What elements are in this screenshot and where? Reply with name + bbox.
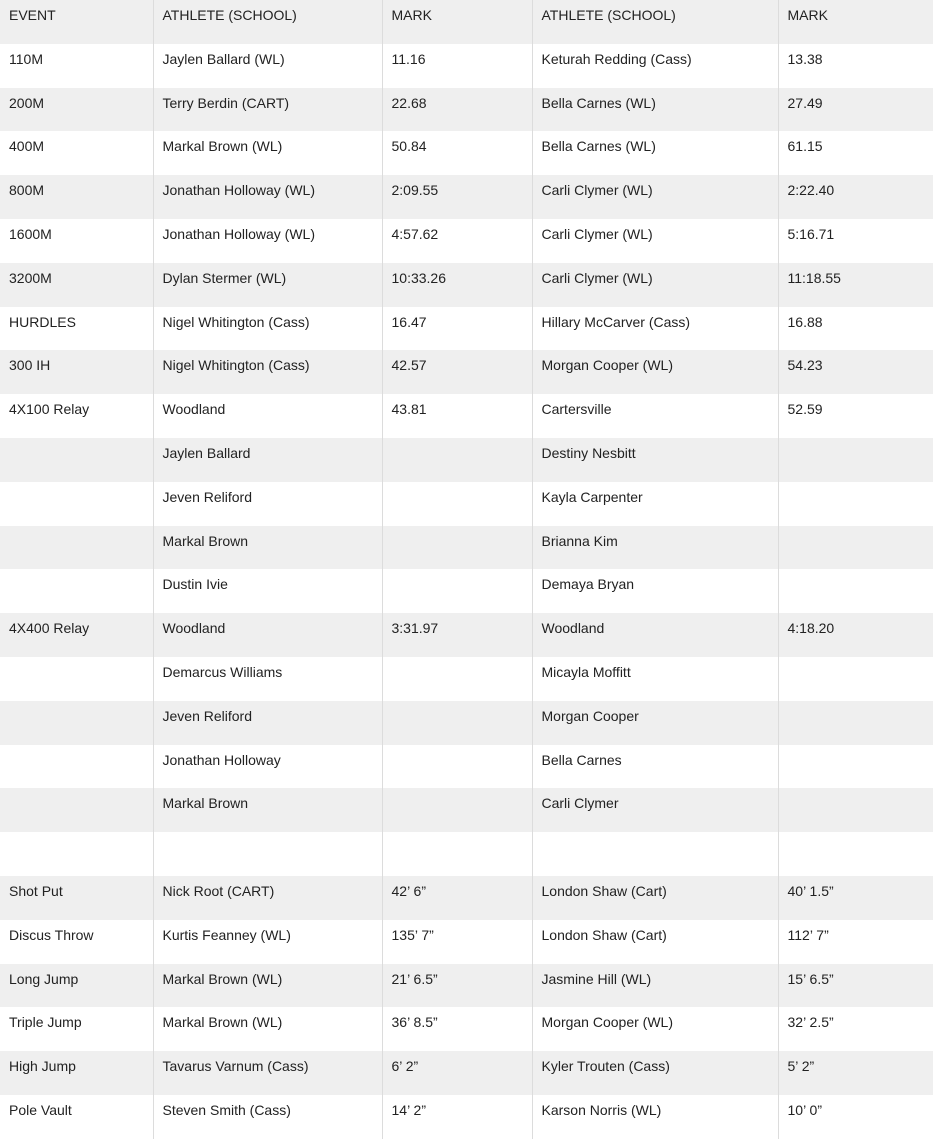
boys-mark-cell: 36’ 8.5” [382,1007,532,1051]
table-row [0,1095,933,1139]
table-row [0,569,933,613]
girls-athlete-cell: Morgan Cooper [532,701,778,745]
girls-mark-cell [778,788,933,832]
event-cell [0,745,153,789]
boys-athlete-cell: Dylan Stermer (WL) [153,263,382,307]
event-cell: Long Jump [0,964,153,1008]
girls-athlete-cell: Destiny Nesbitt [532,438,778,482]
event-cell: 4X400 Relay [0,613,153,657]
girls-athlete-cell: Carli Clymer (WL) [532,175,778,219]
girls-mark-cell [778,832,933,876]
event-cell: Discus Throw [0,920,153,964]
girls-mark-cell: 13.38 [778,44,933,88]
girls-mark-cell: 16.88 [778,307,933,351]
girls-athlete-cell: Morgan Cooper (WL) [532,350,778,394]
event-cell [0,438,153,482]
table-row [0,701,933,745]
girls-mark-cell: 52.59 [778,394,933,438]
boys-athlete-cell: Jonathan Holloway (WL) [153,219,382,263]
boys-mark-cell [382,482,532,526]
girls-athlete-cell: Carli Clymer [532,788,778,832]
boys-mark-cell [382,526,532,570]
boys-athlete-cell: Jeven Reliford [153,482,382,526]
girls-mark-cell [778,745,933,789]
girls-mark-cell [778,438,933,482]
header-cell-girls-mark: MARK [778,0,933,44]
boys-mark-cell: 21’ 6.5” [382,964,532,1008]
table-row [0,920,933,964]
boys-mark-cell: 50.84 [382,131,532,175]
table-row [0,263,933,307]
event-cell [0,832,153,876]
table-row [0,350,933,394]
girls-athlete-cell: Kyler Trouten (Cass) [532,1051,778,1095]
girls-athlete-cell: Jasmine Hill (WL) [532,964,778,1008]
event-cell: 110M [0,44,153,88]
boys-mark-cell: 42.57 [382,350,532,394]
event-cell [0,788,153,832]
table-row [0,788,933,832]
boys-athlete-cell: Nick Root (CART) [153,876,382,920]
girls-athlete-cell: Bella Carnes (WL) [532,88,778,132]
table-row [0,1007,933,1051]
girls-mark-cell: 32’ 2.5” [778,1007,933,1051]
table-row [0,131,933,175]
girls-athlete-cell: Bella Carnes (WL) [532,131,778,175]
girls-athlete-cell [532,832,778,876]
event-cell: 300 IH [0,350,153,394]
table-row [0,88,933,132]
boys-mark-cell: 10:33.26 [382,263,532,307]
event-cell: Triple Jump [0,1007,153,1051]
event-cell: 3200M [0,263,153,307]
girls-mark-cell: 11:18.55 [778,263,933,307]
girls-athlete-cell: Morgan Cooper (WL) [532,1007,778,1051]
event-cell: 800M [0,175,153,219]
table-row [0,307,933,351]
boys-athlete-cell: Steven Smith (Cass) [153,1095,382,1139]
girls-athlete-cell: Woodland [532,613,778,657]
girls-athlete-cell: Keturah Redding (Cass) [532,44,778,88]
header-cell-boys-mark: MARK [382,0,532,44]
boys-mark-cell: 3:31.97 [382,613,532,657]
boys-athlete-cell: Markal Brown (WL) [153,131,382,175]
boys-mark-cell: 4:57.62 [382,219,532,263]
girls-mark-cell [778,569,933,613]
table-row [0,1051,933,1095]
girls-mark-cell [778,701,933,745]
boys-mark-cell [382,569,532,613]
boys-mark-cell: 11.16 [382,44,532,88]
boys-athlete-cell: Kurtis Feanney (WL) [153,920,382,964]
event-cell: 400M [0,131,153,175]
boys-athlete-cell: Demarcus Williams [153,657,382,701]
table-row [0,526,933,570]
event-cell: 200M [0,88,153,132]
girls-mark-cell: 54.23 [778,350,933,394]
boys-athlete-cell: Markal Brown [153,788,382,832]
header-cell-boys-athlete: ATHLETE (SCHOOL) [153,0,382,44]
girls-athlete-cell: Micayla Moffitt [532,657,778,701]
boys-athlete-cell: Jonathan Holloway [153,745,382,789]
girls-athlete-cell: Demaya Bryan [532,569,778,613]
girls-mark-cell [778,657,933,701]
boys-athlete-cell: Nigel Whitington (Cass) [153,350,382,394]
event-cell [0,701,153,745]
header-cell-event: EVENT [0,0,153,44]
girls-athlete-cell: Bella Carnes [532,745,778,789]
event-cell: Pole Vault [0,1095,153,1139]
girls-mark-cell: 2:22.40 [778,175,933,219]
girls-athlete-cell: Karson Norris (WL) [532,1095,778,1139]
boys-athlete-cell: Tavarus Varnum (Cass) [153,1051,382,1095]
boys-athlete-cell: Markal Brown (WL) [153,1007,382,1051]
girls-mark-cell: 15’ 6.5” [778,964,933,1008]
boys-mark-cell [382,832,532,876]
girls-mark-cell [778,482,933,526]
boys-athlete-cell: Dustin Ivie [153,569,382,613]
boys-athlete-cell: Markal Brown (WL) [153,964,382,1008]
girls-athlete-cell: Brianna Kim [532,526,778,570]
girls-athlete-cell: Hillary McCarver (Cass) [532,307,778,351]
boys-mark-cell: 14’ 2” [382,1095,532,1139]
girls-mark-cell: 27.49 [778,88,933,132]
girls-athlete-cell: Kayla Carpenter [532,482,778,526]
boys-mark-cell: 22.68 [382,88,532,132]
table-row [0,175,933,219]
boys-mark-cell: 42’ 6” [382,876,532,920]
boys-mark-cell: 6’ 2” [382,1051,532,1095]
table-row [0,394,933,438]
girls-mark-cell [778,526,933,570]
table-row [0,876,933,920]
header-row [0,0,933,44]
event-cell: High Jump [0,1051,153,1095]
boys-athlete-cell: Nigel Whitington (Cass) [153,307,382,351]
table-row [0,44,933,88]
table-row [0,745,933,789]
boys-mark-cell: 2:09.55 [382,175,532,219]
table-row [0,613,933,657]
event-cell [0,482,153,526]
boys-athlete-cell: Woodland [153,394,382,438]
girls-mark-cell: 4:18.20 [778,613,933,657]
girls-athlete-cell: London Shaw (Cart) [532,876,778,920]
event-cell: 1600M [0,219,153,263]
boys-mark-cell: 43.81 [382,394,532,438]
girls-athlete-cell: Carli Clymer (WL) [532,263,778,307]
girls-mark-cell: 5’ 2” [778,1051,933,1095]
table-row [0,438,933,482]
table-row [0,657,933,701]
table-row [0,482,933,526]
girls-mark-cell: 61.15 [778,131,933,175]
boys-athlete-cell: Jeven Reliford [153,701,382,745]
event-cell: 4X100 Relay [0,394,153,438]
girls-mark-cell: 5:16.71 [778,219,933,263]
event-cell: HURDLES [0,307,153,351]
boys-athlete-cell: Terry Berdin (CART) [153,88,382,132]
table-row [0,964,933,1008]
boys-mark-cell [382,657,532,701]
boys-athlete-cell: Jonathan Holloway (WL) [153,175,382,219]
boys-mark-cell [382,438,532,482]
girls-mark-cell: 10’ 0” [778,1095,933,1139]
boys-athlete-cell: Markal Brown [153,526,382,570]
event-cell [0,569,153,613]
girls-mark-cell: 40’ 1.5” [778,876,933,920]
boys-athlete-cell: Jaylen Ballard (WL) [153,44,382,88]
table-row [0,832,933,876]
boys-mark-cell [382,745,532,789]
boys-mark-cell [382,788,532,832]
boys-mark-cell: 16.47 [382,307,532,351]
girls-athlete-cell: Carli Clymer (WL) [532,219,778,263]
boys-mark-cell: 135’ 7” [382,920,532,964]
event-cell [0,526,153,570]
header-cell-girls-athlete: ATHLETE (SCHOOL) [532,0,778,44]
boys-mark-cell [382,701,532,745]
table-row [0,219,933,263]
boys-athlete-cell [153,832,382,876]
event-cell [0,657,153,701]
girls-athlete-cell: Cartersville [532,394,778,438]
boys-athlete-cell: Woodland [153,613,382,657]
event-cell: Shot Put [0,876,153,920]
girls-athlete-cell: London Shaw (Cart) [532,920,778,964]
girls-mark-cell: 112’ 7” [778,920,933,964]
boys-athlete-cell: Jaylen Ballard [153,438,382,482]
